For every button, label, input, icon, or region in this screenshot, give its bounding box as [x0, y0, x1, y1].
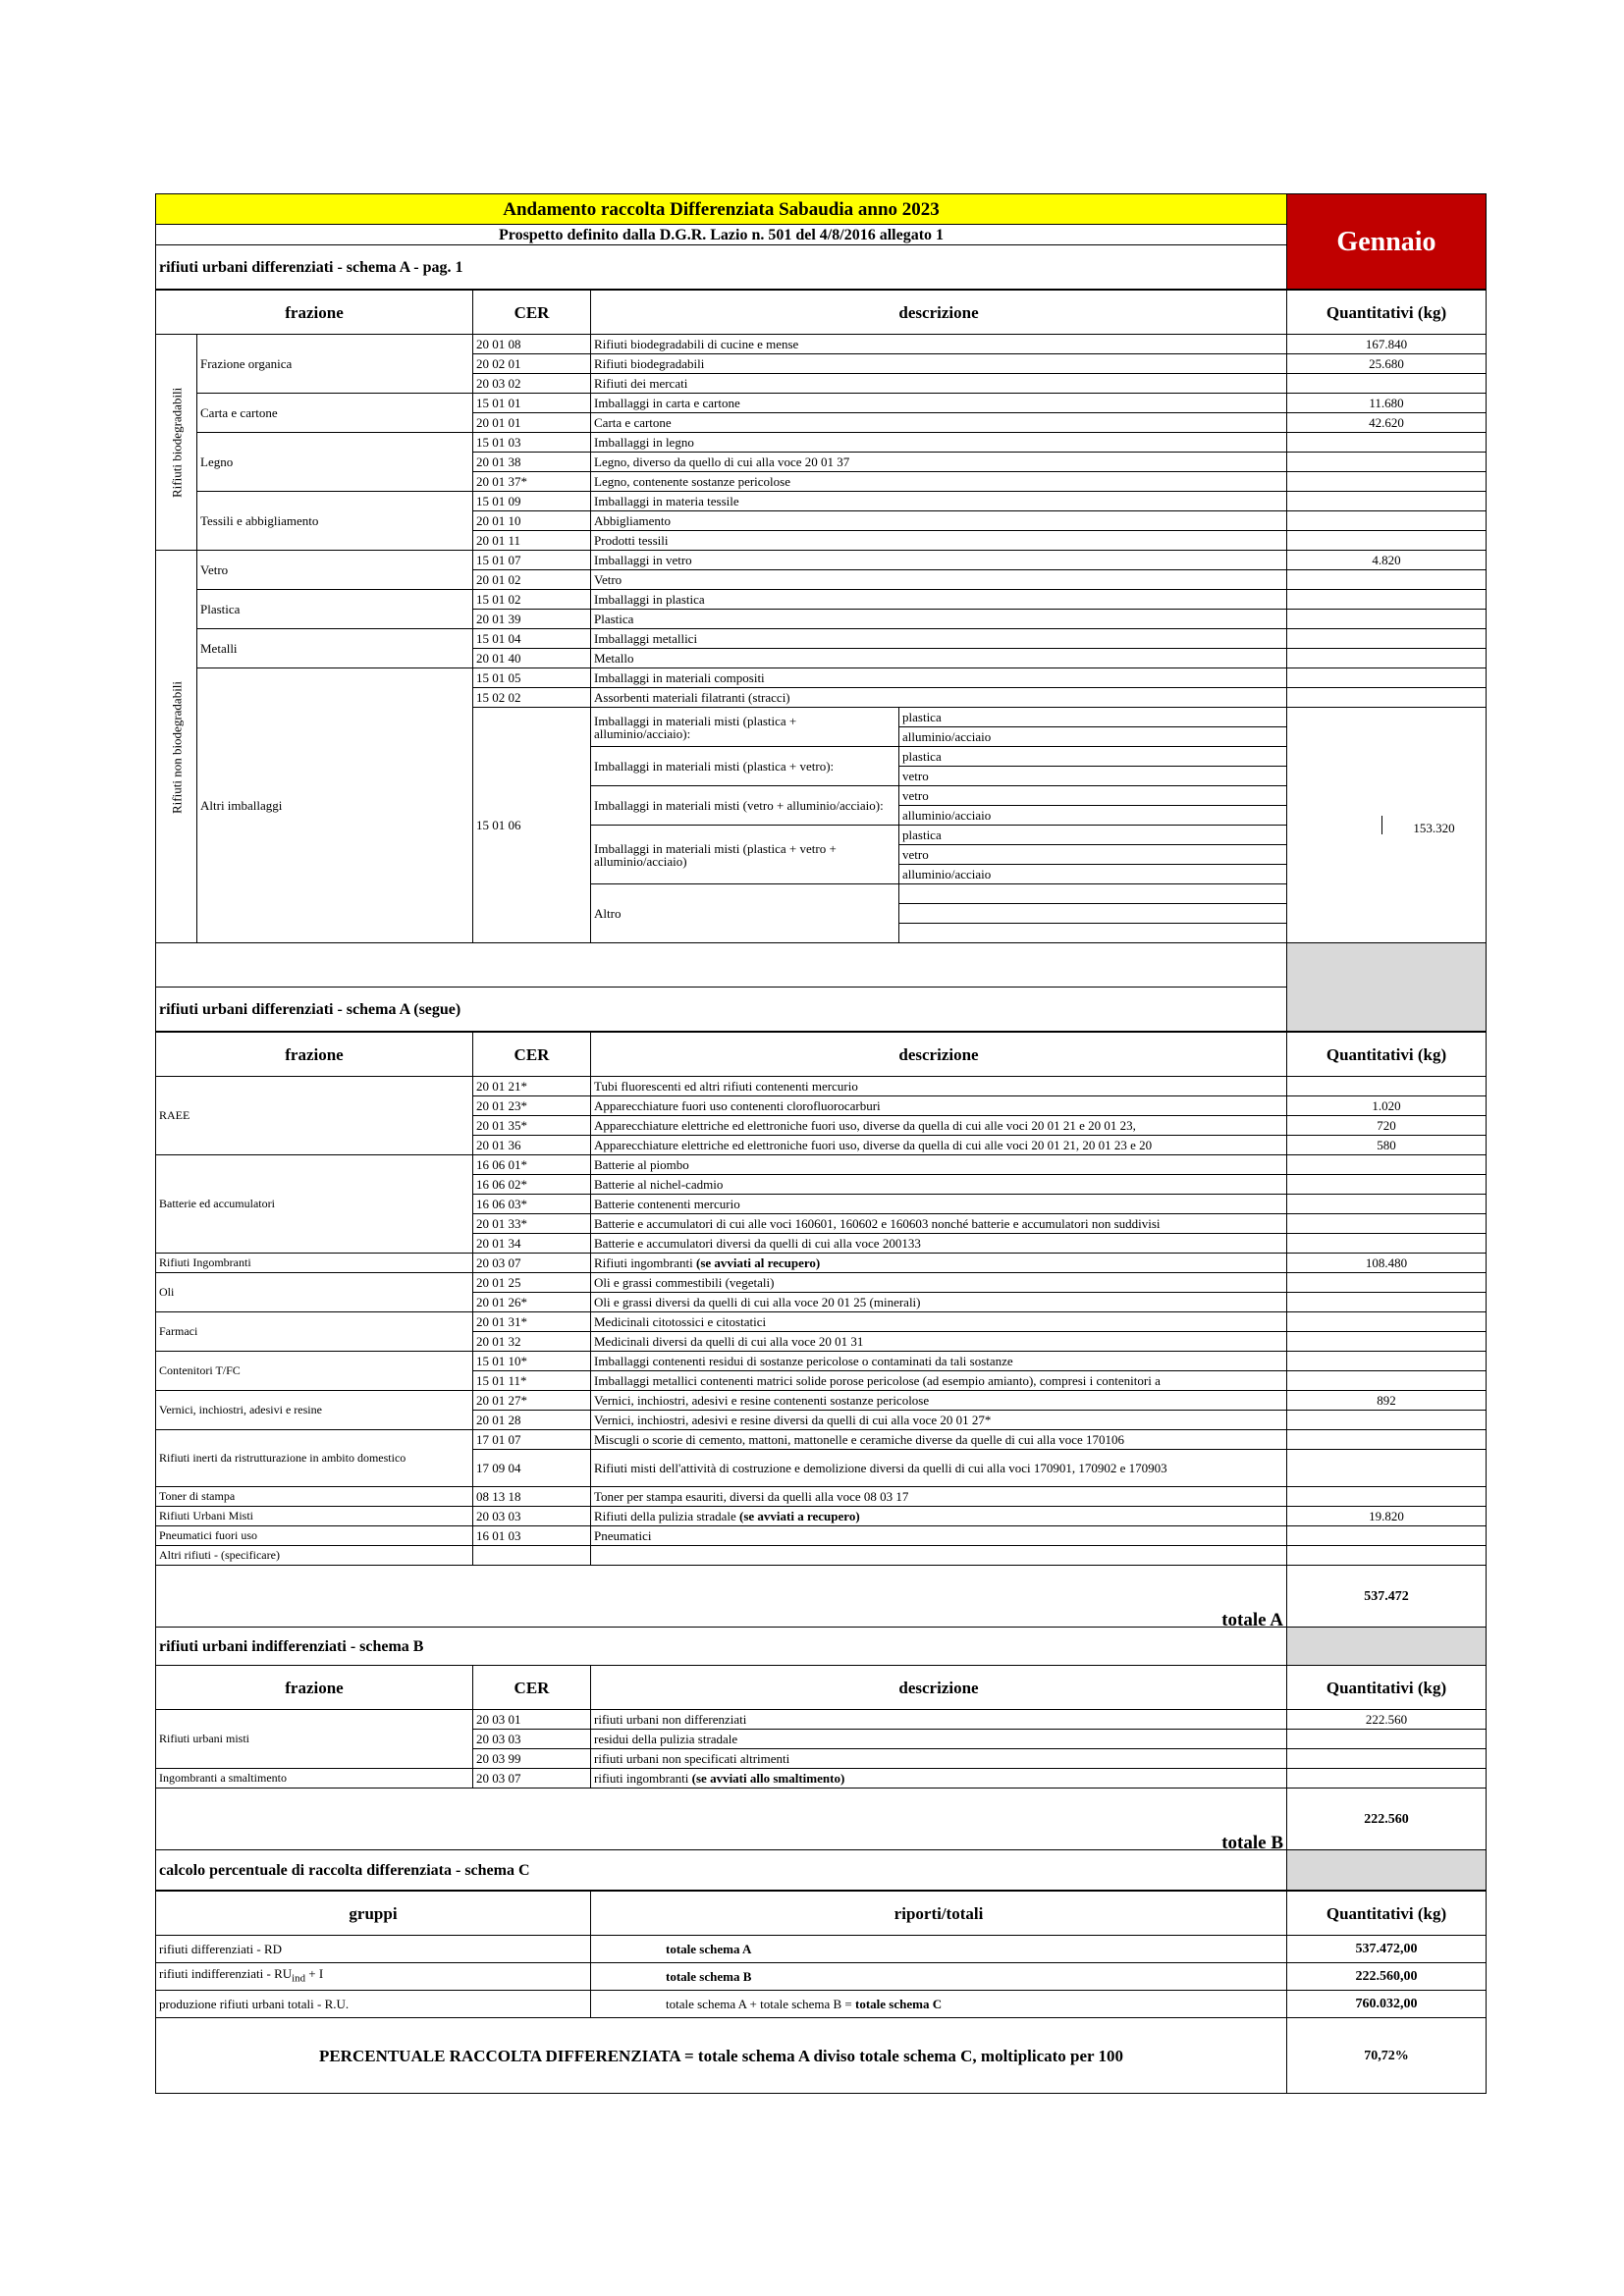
quantita-cell: [1287, 1546, 1487, 1566]
descrizione-cell: Assorbenti materiali filatranti (stracci): [591, 688, 1287, 708]
c-row2-qty: 222.560,00: [1287, 1963, 1487, 1991]
descrizione-cell: [591, 1430, 1287, 1450]
frazione-cell: Vernici, inchiostri, adesivi e resine: [156, 1391, 473, 1430]
quantita-cell: [1287, 1077, 1487, 1096]
quantita-cell: 4.820: [1287, 551, 1487, 570]
descrizione-cell: [591, 1710, 1287, 1730]
descrizione-text: Batterie al nichel-cadmio: [594, 1177, 724, 1192]
quantita-cell: [1287, 1214, 1487, 1234]
cer-cell: 20 01 27*: [473, 1391, 591, 1411]
section-b-title: rifiuti urbani indifferenziati - schema B: [156, 1628, 1287, 1666]
descrizione-text: rifiuti urbani non differenziati: [594, 1712, 747, 1727]
table-row: [156, 1546, 1487, 1566]
frazione-cell: Contenitori T/FC: [156, 1352, 473, 1391]
frazione-cell: Legno: [197, 433, 473, 492]
descrizione-text: Batterie e accumulatori diversi da quelli di cui alla voce 200133: [594, 1236, 921, 1251]
descrizione-text: Rifiuti della pulizia stradale: [594, 1509, 736, 1523]
descrizione-cell: Imballaggi in legno: [591, 433, 1287, 453]
table-row: [156, 590, 1487, 610]
frazione-cell: Frazione organica: [197, 335, 473, 394]
table-row: [156, 1254, 1487, 1273]
frazione-cell: Batterie ed accumulatori: [156, 1155, 473, 1254]
col-riporti: riporti/totali: [591, 1892, 1287, 1936]
cer-cell: 20 01 28: [473, 1411, 591, 1430]
quantita-cell: [1287, 1195, 1487, 1214]
quantita-cell: [1287, 629, 1487, 649]
quantita-cell: [1287, 610, 1487, 629]
descrizione-cell: Abbigliamento: [591, 511, 1287, 531]
descrizione-cell: [591, 1749, 1287, 1769]
cer-cell: 20 01 11: [473, 531, 591, 551]
cer-cell: 20 03 03: [473, 1730, 591, 1749]
descrizione-cell: [591, 1332, 1287, 1352]
totale-b-value: 222.560: [1287, 1789, 1487, 1850]
descrizione-text: Batterie al piombo: [594, 1157, 689, 1172]
schema-a2-table: [155, 1032, 1487, 1891]
cer-cell: 15 01 02: [473, 590, 591, 610]
misti-material-cell: vetro: [899, 786, 1287, 806]
quantita-cell: [1287, 1273, 1487, 1293]
descrizione-cell: [591, 1546, 1287, 1566]
descrizione-cell: Legno, diverso da quello di cui alla voce 20 01 37: [591, 453, 1287, 472]
c-row3-value-bold: totale schema C: [855, 1997, 943, 2011]
c-row2-label: [156, 1963, 591, 1991]
col-frazione: frazione: [156, 1666, 473, 1710]
quantita-cell: 1.020: [1287, 1096, 1487, 1116]
cer-cell: 20 01 37*: [473, 472, 591, 492]
quantita-cell: 580: [1287, 1136, 1487, 1155]
frazione-cell: Carta e cartone: [197, 394, 473, 433]
col-frazione: frazione: [156, 1033, 473, 1077]
descrizione-cell: [591, 1195, 1287, 1214]
table-row: [156, 1273, 1487, 1293]
cer-cell: 20 03 02: [473, 374, 591, 394]
frazione-cell: Metalli: [197, 629, 473, 668]
col-quantita: Quantitativi (kg): [1287, 1892, 1487, 1936]
quantita-cell: 167.840: [1287, 335, 1487, 354]
descrizione-cell: [591, 1175, 1287, 1195]
quantita-cell: 42.620: [1287, 413, 1487, 433]
percentuale-label: PERCENTUALE RACCOLTA DIFFERENZIATA = totale schema A diviso totale schema C, moltiplicato per 100: [156, 2018, 1287, 2094]
descrizione-cell: Rifiuti biodegradabili di cucine e mense: [591, 335, 1287, 354]
quantita-cell: 19.820: [1287, 1507, 1487, 1526]
descrizione-text: Toner per stampa esauriti, diversi da quelli alla voce 08 03 17: [594, 1489, 909, 1504]
cer-cell: 15 01 06: [473, 708, 591, 943]
descrizione-cell: Imballaggi in plastica: [591, 590, 1287, 610]
totale-a-label: totale A: [156, 1566, 1287, 1628]
cer-cell: 20 01 25: [473, 1273, 591, 1293]
quantita-cell: [1287, 1155, 1487, 1175]
quantita-cell: [1287, 1749, 1487, 1769]
descrizione-cell: Imballaggi in materia tessile: [591, 492, 1287, 511]
descrizione-text: Medicinali diversi da quelli di cui alla voce 20 01 31: [594, 1334, 864, 1349]
percentuale-value: 70,72%: [1287, 2018, 1487, 2094]
report-title: Andamento raccolta Differenziata Sabaudia anno 2023: [156, 194, 1287, 225]
misti-descrizione-cell: Imballaggi in materiali misti (vetro + alluminio/acciaio):: [591, 786, 899, 826]
cer-cell: 15 01 10*: [473, 1352, 591, 1371]
cer-cell: [473, 1546, 591, 1566]
cer-cell: 20 01 34: [473, 1234, 591, 1254]
col-gruppi: gruppi: [156, 1892, 591, 1936]
cer-cell: 20 01 21*: [473, 1077, 591, 1096]
descrizione-cell: [591, 1526, 1287, 1546]
cer-cell: 20 03 03: [473, 1507, 591, 1526]
descrizione-text: Apparecchiature fuori uso contenenti clorofluorocarburi: [594, 1098, 881, 1113]
table-row: [156, 1769, 1487, 1789]
frazione-cell: Rifiuti Urbani Misti: [156, 1507, 473, 1526]
descrizione-text: Miscugli o scorie di cemento, mattoni, mattonelle e ceramiche diverse da quelle di cui alla voce 170106: [594, 1432, 1125, 1447]
cer-cell: 20 01 40: [473, 649, 591, 668]
section-a2-title: rifiuti urbani differenziati - schema A (segue): [156, 988, 1287, 1032]
col-quantita: Quantitativi (kg): [1287, 291, 1487, 335]
grey-cell: [1287, 1850, 1487, 1891]
quantita-cell: [1287, 1234, 1487, 1254]
quantita-cell: [1287, 492, 1487, 511]
descrizione-cell: [591, 1234, 1287, 1254]
misti-material-cell: alluminio/acciaio: [899, 865, 1287, 884]
descrizione-text: Pneumatici: [594, 1528, 652, 1543]
table-row: [156, 1487, 1487, 1507]
descrizione-cell: [591, 1116, 1287, 1136]
col-quantita: Quantitativi (kg): [1287, 1666, 1487, 1710]
descrizione-cell: Rifiuti dei mercati: [591, 374, 1287, 394]
misti-quantita: 153.320: [1413, 821, 1455, 835]
cer-cell: 15 01 01: [473, 394, 591, 413]
quantita-cell: [1287, 1411, 1487, 1430]
header-table: [155, 193, 1487, 290]
descrizione-cell: [591, 1769, 1287, 1789]
descrizione-text: Batterie contenenti mercurio: [594, 1197, 740, 1211]
descrizione-text: Tubi fluorescenti ed altri rifiuti contenenti mercurio: [594, 1079, 858, 1094]
c-row2-sub: ind: [292, 1972, 305, 1985]
table-row: [156, 1352, 1487, 1371]
descrizione-cell: Metallo: [591, 649, 1287, 668]
descrizione-text: Oli e grassi commestibili (vegetali): [594, 1275, 775, 1290]
cer-cell: 20 01 10: [473, 511, 591, 531]
descrizione-cell: Rifiuti biodegradabili: [591, 354, 1287, 374]
quantita-cell: 25.680: [1287, 354, 1487, 374]
quantita-cell: 720: [1287, 1116, 1487, 1136]
cer-cell: 20 01 35*: [473, 1116, 591, 1136]
descrizione-cell: [591, 1487, 1287, 1507]
descrizione-bold: (se avviati a recupero): [739, 1509, 860, 1523]
table-row: [156, 629, 1487, 649]
descrizione-cell: [591, 1155, 1287, 1175]
col-descrizione: descrizione: [591, 291, 1287, 335]
descrizione-bold: (se avviati allo smaltimento): [691, 1771, 845, 1786]
misti-material-cell: plastica: [899, 826, 1287, 845]
totale-a-value: 537.472: [1287, 1566, 1487, 1628]
table-row: [156, 1312, 1487, 1332]
descrizione-cell: Imballaggi in carta e cartone: [591, 394, 1287, 413]
cer-cell: 20 03 07: [473, 1769, 591, 1789]
cer-cell: 08 13 18: [473, 1487, 591, 1507]
c-row3-value-text: totale schema A + totale schema B =: [666, 1997, 852, 2011]
misti-descrizione-cell: Imballaggi in materiali misti (plastica + vetro):: [591, 747, 899, 786]
misti-material-cell: vetro: [899, 767, 1287, 786]
quantita-cell: [1287, 1312, 1487, 1332]
quantita-cell: 222.560: [1287, 1710, 1487, 1730]
descrizione-cell: [591, 1391, 1287, 1411]
quantita-cell: [1287, 649, 1487, 668]
misti-material-cell: alluminio/acciaio: [899, 727, 1287, 747]
cer-cell: 20 03 01: [473, 1710, 591, 1730]
quantita-cell: [1287, 570, 1487, 590]
quantita-cell: [1287, 531, 1487, 551]
cer-cell: 20 01 31*: [473, 1312, 591, 1332]
frazione-cell: Rifiuti urbani misti: [156, 1710, 473, 1769]
quantita-cell: [1287, 433, 1487, 453]
quantita-cell: [1287, 374, 1487, 394]
quantita-cell: [1287, 590, 1487, 610]
misti-material-cell: alluminio/acciaio: [899, 806, 1287, 826]
descrizione-cell: [591, 1273, 1287, 1293]
col-cer: CER: [473, 1666, 591, 1710]
c-row3-qty: 760.032,00: [1287, 1991, 1487, 2018]
misti-material-cell: plastica: [899, 747, 1287, 767]
cer-cell: 20 02 01: [473, 354, 591, 374]
descrizione-text: Vernici, inchiostri, adesivi e resine contenenti sostanze pericolose: [594, 1393, 930, 1408]
month-badge: Gennaio: [1287, 194, 1487, 290]
descrizione-text: Medicinali citotossici e citostatici: [594, 1314, 767, 1329]
cer-cell: 15 01 09: [473, 492, 591, 511]
cer-cell: 20 03 07: [473, 1254, 591, 1273]
cer-cell: 20 01 01: [473, 413, 591, 433]
c-row2-label-text: rifiuti indifferenziati - RU: [159, 1966, 293, 1982]
descrizione-cell: Legno, contenente sostanze pericolose: [591, 472, 1287, 492]
descrizione-bold: (se avviati al recupero): [696, 1255, 821, 1270]
frazione-cell: RAEE: [156, 1077, 473, 1155]
quantita-cell: [1287, 1332, 1487, 1352]
table-row: [156, 1507, 1487, 1526]
table-row: [156, 1077, 1487, 1096]
quantita-cell: [1287, 472, 1487, 492]
group-nonbio-label: Rifiuti non biodegradabili: [156, 551, 197, 943]
schema-c-table: [155, 1891, 1487, 2094]
table-row: [156, 1710, 1487, 1730]
cer-cell: 20 01 39: [473, 610, 591, 629]
misti-descrizione-cell: Imballaggi in materiali misti (plastica + alluminio/acciaio):: [591, 708, 899, 747]
misti-material-cell: [899, 924, 1287, 943]
descrizione-cell: Carta e cartone: [591, 413, 1287, 433]
descrizione-cell: [591, 1371, 1287, 1391]
misti-material-cell: [899, 904, 1287, 924]
table-row: [156, 551, 1487, 570]
misti-descrizione-cell: Altro: [591, 884, 899, 943]
table-row: [156, 1155, 1487, 1175]
descrizione-text: Imballaggi metallici contenenti matrici solide porose pericolose (ad esempio amianto), compresi i contenitori a: [594, 1373, 1161, 1388]
cer-cell: 20 01 08: [473, 335, 591, 354]
table-row: [156, 394, 1487, 413]
totale-b-label: totale B: [156, 1789, 1287, 1850]
descrizione-cell: [591, 1136, 1287, 1155]
cer-cell: 15 01 04: [473, 629, 591, 649]
c-row1-value: totale schema A: [591, 1936, 1287, 1963]
quantita-cell: [1287, 688, 1487, 708]
frazione-cell: Altri rifiuti - (specificare): [156, 1546, 473, 1566]
frazione-cell: Tessili e abbigliamento: [197, 492, 473, 551]
c-row3-value: [591, 1991, 1287, 2018]
descrizione-cell: [591, 1450, 1287, 1487]
quantita-cell: [1287, 1487, 1487, 1507]
quantita-cell: [1287, 1430, 1487, 1450]
descrizione-cell: [591, 1312, 1287, 1332]
descrizione-text: rifiuti urbani non specificati altrimenti: [594, 1751, 790, 1766]
frazione-cell: Rifiuti inerti da ristrutturazione in ambito domestico: [156, 1430, 473, 1487]
cer-cell: 20 01 02: [473, 570, 591, 590]
misti-material-cell: plastica: [899, 708, 1287, 727]
c-row1-label: rifiuti differenziati - RD: [156, 1936, 591, 1963]
descrizione-text: residui della pulizia stradale: [594, 1732, 738, 1746]
section-c-title: calcolo percentuale di raccolta differenziata - schema C: [156, 1850, 1287, 1891]
descrizione-cell: [591, 1293, 1287, 1312]
report-subtitle: Prospetto definito dalla D.G.R. Lazio n. 501 del 4/8/2016 allegato 1: [156, 225, 1287, 245]
cer-cell: 15 01 07: [473, 551, 591, 570]
cer-cell: 15 01 05: [473, 668, 591, 688]
quantita-cell: 11.680: [1287, 394, 1487, 413]
cer-cell: 16 06 01*: [473, 1155, 591, 1175]
table-row: [156, 433, 1487, 453]
frazione-cell: Farmaci: [156, 1312, 473, 1352]
descrizione-cell: Vetro: [591, 570, 1287, 590]
cer-cell: 20 01 36: [473, 1136, 591, 1155]
c-row2-suffix: + I: [304, 1966, 324, 1982]
quantita-cell: [1287, 1293, 1487, 1312]
cer-cell: 15 01 03: [473, 433, 591, 453]
frazione-cell: Vetro: [197, 551, 473, 590]
frazione-cell: Pneumatici fuori uso: [156, 1526, 473, 1546]
descrizione-cell: Imballaggi in vetro: [591, 551, 1287, 570]
frazione-cell: Rifiuti Ingombranti: [156, 1254, 473, 1273]
frazione-cell: Plastica: [197, 590, 473, 629]
table-row: [156, 1526, 1487, 1546]
cer-cell: 17 09 04: [473, 1450, 591, 1487]
descrizione-text: Apparecchiature elettriche ed elettroniche fuori uso, diverse da quella di cui alle voci 20 01 21, 20 01 23 e 20: [594, 1138, 1153, 1152]
cer-cell: 20 01 26*: [473, 1293, 591, 1312]
col-cer: CER: [473, 1033, 591, 1077]
cer-cell: 17 01 07: [473, 1430, 591, 1450]
frazione-cell: Toner di stampa: [156, 1487, 473, 1507]
spacer-row: [156, 943, 1287, 988]
descrizione-cell: [591, 1077, 1287, 1096]
quantita-cell: [1287, 1526, 1487, 1546]
cer-cell: 15 02 02: [473, 688, 591, 708]
descrizione-cell: Prodotti tessili: [591, 531, 1287, 551]
cer-cell: 20 01 33*: [473, 1214, 591, 1234]
cer-cell: 15 01 11*: [473, 1371, 591, 1391]
cer-cell: 16 01 03: [473, 1526, 591, 1546]
table-row: [156, 335, 1487, 354]
cer-cell: 20 03 99: [473, 1749, 591, 1769]
quantita-cell: [1287, 1175, 1487, 1195]
c-row2-value: totale schema B: [591, 1963, 1287, 1991]
descrizione-cell: [591, 1214, 1287, 1234]
table-row: [156, 668, 1487, 688]
misti-descrizione-cell: Imballaggi in materiali misti (plastica + vetro + alluminio/acciaio): [591, 826, 899, 884]
schema-a-table: [155, 290, 1487, 1032]
quantita-cell: [1287, 453, 1487, 472]
col-frazione: frazione: [156, 291, 473, 335]
quantita-cell: [1287, 1450, 1487, 1487]
c-row3-label: produzione rifiuti urbani totali - R.U.: [156, 1991, 591, 2018]
descrizione-text: Vernici, inchiostri, adesivi e resine diversi da quelli di cui alla voce 20 01 27*: [594, 1413, 992, 1427]
cer-cell: 20 01 32: [473, 1332, 591, 1352]
descrizione-text: Batterie e accumulatori di cui alle voci 160601, 160602 e 160603 nonché batterie e accumulatori non suddivisi: [594, 1216, 1161, 1231]
frazione-cell: Ingombranti a smaltimento: [156, 1769, 473, 1789]
quantita-cell: [1287, 511, 1487, 531]
quantita-cell: 892: [1287, 1391, 1487, 1411]
descrizione-text: Rifiuti ingombranti: [594, 1255, 693, 1270]
grey-cell: [1287, 1628, 1487, 1666]
descrizione-cell: [591, 1254, 1287, 1273]
misti-material-cell: [899, 884, 1287, 904]
descrizione-cell: Imballaggi metallici: [591, 629, 1287, 649]
col-cer: CER: [473, 291, 591, 335]
descrizione-cell: Plastica: [591, 610, 1287, 629]
descrizione-text: Rifiuti misti dell'attività di costruzione e demolizione diversi da quelli di cui alla voci 170901, 170902 e 170903: [594, 1461, 1167, 1475]
quantita-cell: [1287, 1730, 1487, 1749]
col-descrizione: descrizione: [591, 1033, 1287, 1077]
frazione-cell: Oli: [156, 1273, 473, 1312]
descrizione-cell: Imballaggi in materiali compositi: [591, 668, 1287, 688]
quantita-cell: [1287, 1352, 1487, 1371]
misti-quantita-cell: [1287, 708, 1487, 943]
quantita-cell: [1287, 668, 1487, 688]
quantita-cell: [1287, 1769, 1487, 1789]
group-bio-label: Rifiuti biodegradabili: [156, 335, 197, 551]
descrizione-cell: [591, 1411, 1287, 1430]
descrizione-cell: [591, 1352, 1287, 1371]
descrizione-cell: [591, 1096, 1287, 1116]
frazione-cell: Altri imballaggi: [197, 668, 473, 943]
cer-cell: 16 06 02*: [473, 1175, 591, 1195]
report-sheet: [155, 193, 1486, 2094]
c-row1-qty: 537.472,00: [1287, 1936, 1487, 1963]
table-row: [156, 492, 1487, 511]
descrizione-text: Oli e grassi diversi da quelli di cui alla voce 20 01 25 (minerali): [594, 1295, 921, 1309]
grey-cell: [1287, 943, 1487, 1032]
misti-material-cell: vetro: [899, 845, 1287, 865]
descrizione-text: rifiuti ingombranti: [594, 1771, 689, 1786]
table-row: [156, 1430, 1487, 1450]
cer-cell: 20 01 23*: [473, 1096, 591, 1116]
col-descrizione: descrizione: [591, 1666, 1287, 1710]
cer-cell: 16 06 03*: [473, 1195, 591, 1214]
descrizione-cell: [591, 1730, 1287, 1749]
quantita-cell: 108.480: [1287, 1254, 1487, 1273]
col-quantita: Quantitativi (kg): [1287, 1033, 1487, 1077]
section-a-title: rifiuti urbani differenziati - schema A - pag. 1: [156, 245, 1287, 290]
cer-cell: 20 01 38: [473, 453, 591, 472]
table-row: [156, 1391, 1487, 1411]
descrizione-cell: [591, 1507, 1287, 1526]
descrizione-text: Imballaggi contenenti residui di sostanze pericolose o contaminati da tali sostanze: [594, 1354, 1013, 1368]
quantita-cell: [1287, 1371, 1487, 1391]
descrizione-text: Apparecchiature elettriche ed elettroniche fuori uso, diverse da quella di cui alle voci 20 01 21 e 20 01 23,: [594, 1118, 1136, 1133]
